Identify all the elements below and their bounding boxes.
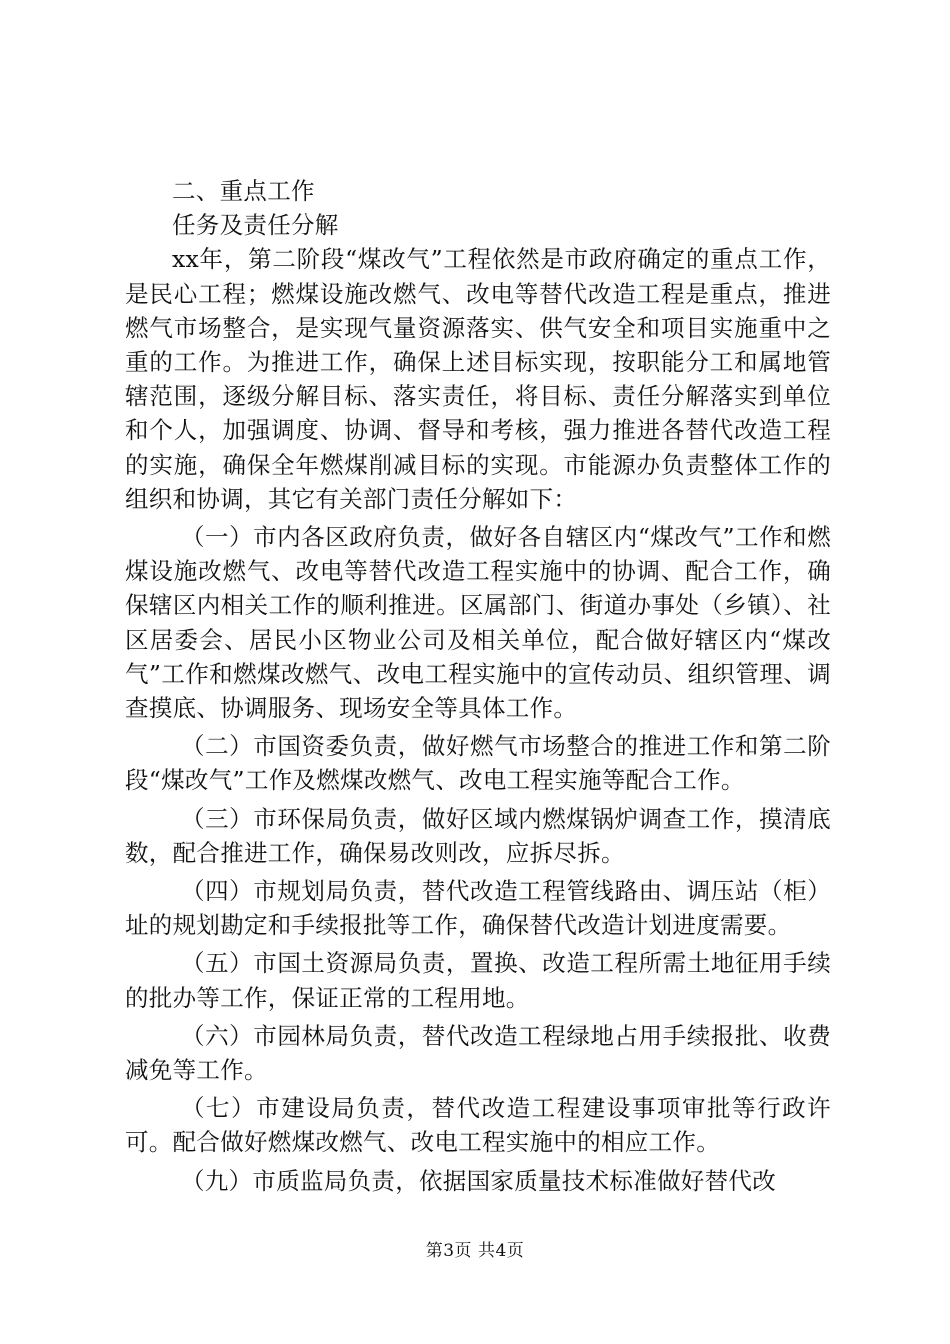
item-paragraph-4: （四）市规划局负责，替代改造工程管线路由、调压站（柜）址的规划勘定和手续报批等工作，确保替代改造计划进度需要。	[125, 877, 831, 940]
item-paragraph-2: （二）市国资委负责，做好燃气市场整合的推进工作和第二阶段“煤改气”工作及燃煤改燃气、改电工程实施等配合工作。	[125, 732, 831, 795]
sub-heading: 任务及责任分解	[172, 211, 339, 240]
item-paragraph-1: （一）市内各区政府负责，做好各自辖区内“煤改气”工作和燃煤设施改燃气、改电等替代改造工程实施中的协调、配合工作，确保辖区内相关工作的顺利推进。区属部门、街道办事处（乡镇）、社区居委会、居民小区物业公司及相关单位，配合做好辖区内“煤改气”工作和燃煤改燃气、改电工程实施中的宣传动员、组织管理、调查摸底、协调服务、现场安全等具体工作。	[125, 523, 831, 723]
section-heading: 二、重点工作	[172, 177, 315, 205]
item-paragraph-7: （七）市建设局负责，替代改造工程建设事项审批等行政许可。配合做好燃煤改燃气、改电工程实施中的相应工作。	[125, 1094, 831, 1157]
item-paragraph-6: （六）市园林局负责，替代改造工程绿地占用手续报批、收费减免等工作。	[125, 1021, 831, 1085]
item-paragraph-5: （五）市国土资源局负责，置换、改造工程所需土地征用手续的批办等工作，保证正常的工程用地。	[125, 949, 831, 1012]
document-body	[125, 174, 831, 1198]
item-paragraph-3: （三）市环保局负责，做好区域内燃煤锅炉调查工作，摸清底数，配合推进工作，确保易改则改，应拆尽拆。	[125, 804, 831, 867]
page-footer: 第3页 共4页	[425, 1241, 525, 1261]
item-paragraph-8: （九）市质监局负责，依据国家质量技术标准做好替代改	[181, 1166, 776, 1195]
intro-paragraph: xx年，第二阶段“煤改气”工程依然是市政府确定的重点工作，是民心工程；燃煤设施改燃气、改电等替代改造工程是重点，推进燃气市场整合，是实现气量资源落实、供气安全和项目实施重中之重的工作。为推进工作，确保上述目标实现，按职能分工和属地管辖范围，逐级分解目标、落实责任，将目标、责任分解落实到单位和个人，加强调度、协调、督导和考核，强力推进各替代改造工程的实施，确保全年燃煤削减目标的实现。市能源办负责整体工作的组织和协调，其它有关部门责任分解如下：	[125, 245, 831, 513]
